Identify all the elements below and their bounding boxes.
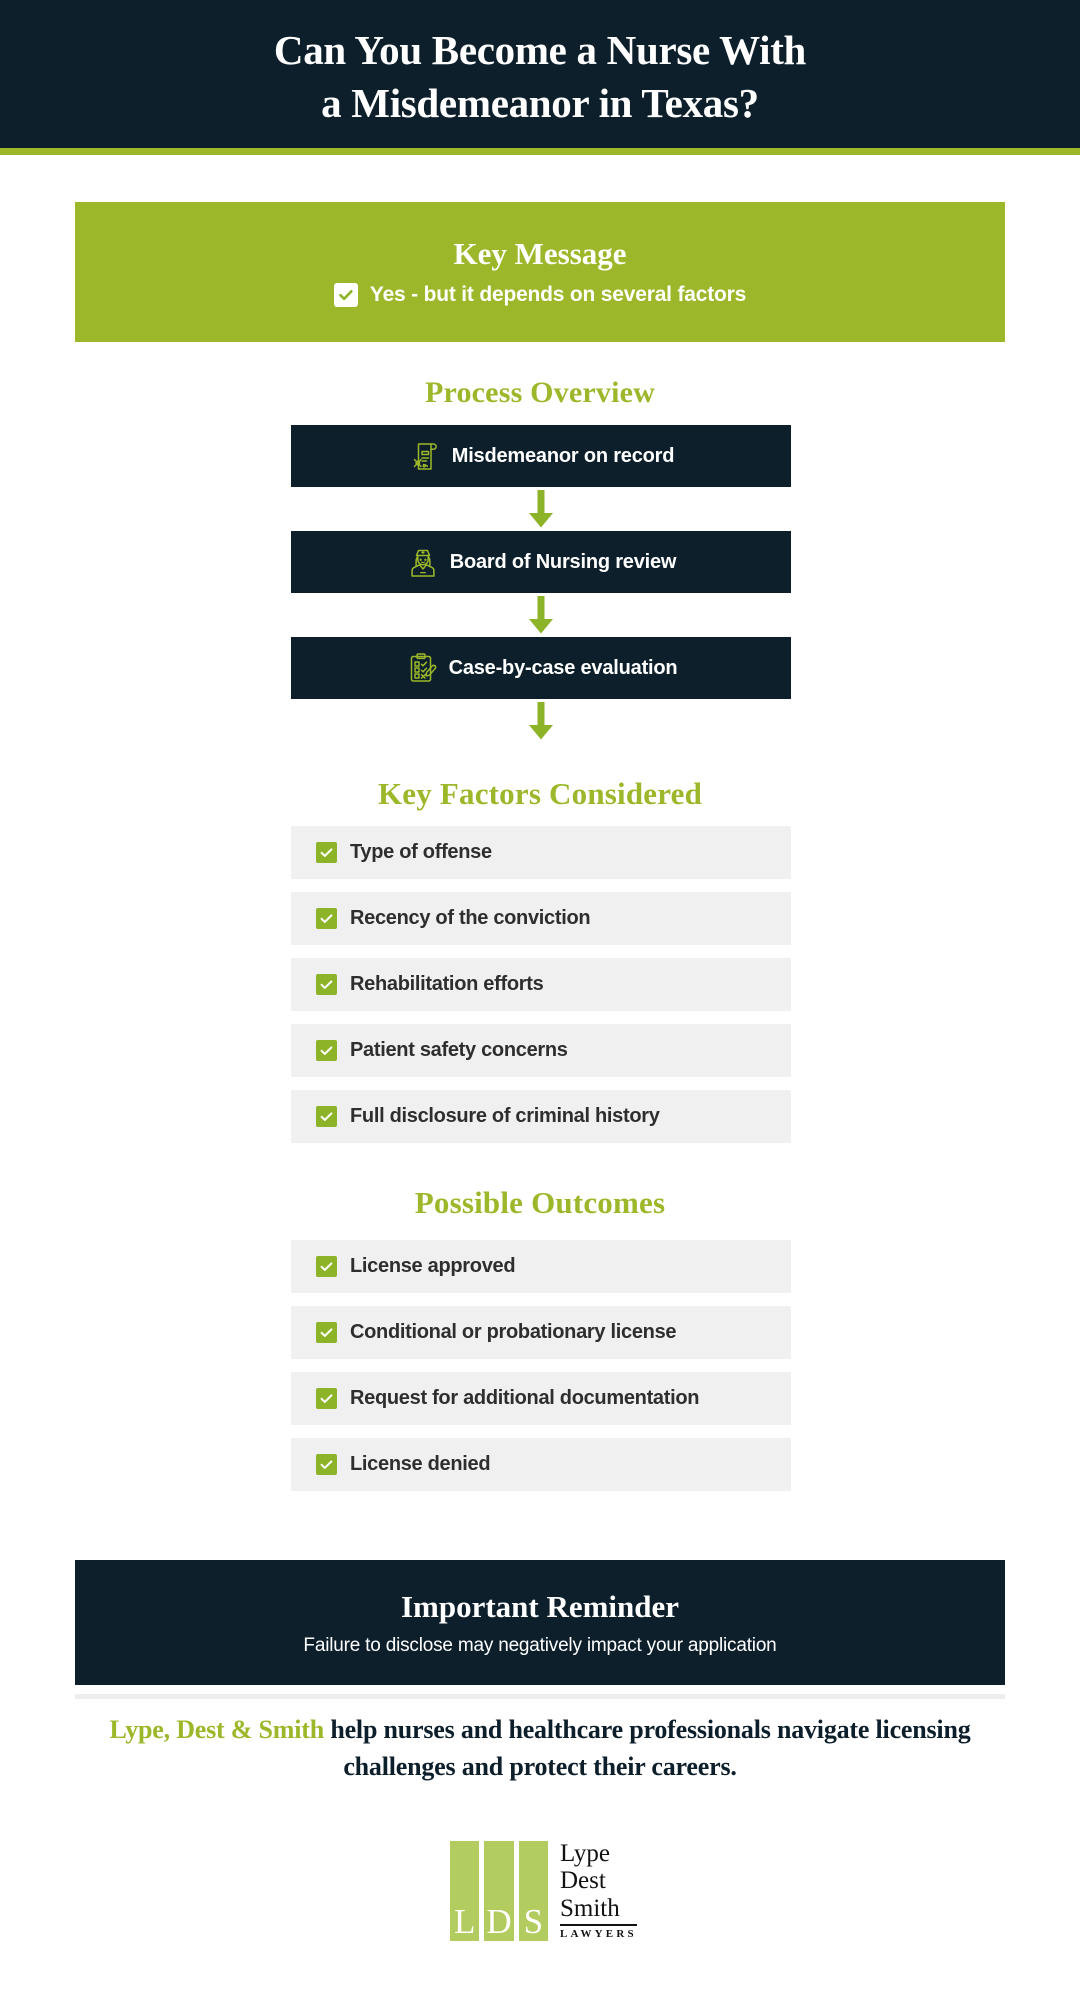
list-item-label: Rehabilitation efforts xyxy=(350,973,544,995)
list-item xyxy=(291,1438,791,1491)
firm-name: Lype, Dest & Smith xyxy=(109,1715,325,1744)
list-item-label: Recency of the conviction xyxy=(350,907,591,929)
page-title-line-1: Can You Become a Nurse With xyxy=(273,26,807,73)
key-message-row xyxy=(334,283,746,307)
list-item-label: Patient safety concerns xyxy=(350,1039,568,1061)
header-banner xyxy=(0,0,1080,148)
logo-bar-s xyxy=(519,1841,548,1941)
list-item xyxy=(291,958,791,1011)
key-message-title: Key Message xyxy=(453,235,627,271)
process-step-3 xyxy=(291,637,791,699)
list-item xyxy=(291,1306,791,1359)
logo-word-dest: Dest xyxy=(560,1867,606,1895)
logo-letter-s: S xyxy=(523,1901,544,1941)
check-icon xyxy=(316,1106,337,1127)
process-flow xyxy=(291,425,791,743)
clipboard-checklist-icon xyxy=(405,651,439,685)
important-reminder-title: Important Reminder xyxy=(400,1588,680,1624)
key-factors-heading: Key Factors Considered xyxy=(377,776,703,811)
arrow-down-icon xyxy=(291,487,791,531)
list-item xyxy=(291,1090,791,1143)
list-item-label: Full disclosure of criminal history xyxy=(350,1105,660,1127)
process-step-1-label: Misdemeanor on record xyxy=(451,444,675,467)
page-title-line-2: a Misdemeanor in Texas? xyxy=(321,80,759,126)
process-step-2-label: Board of Nursing review xyxy=(449,550,677,573)
list-item xyxy=(291,1240,791,1293)
list-item-label: License denied xyxy=(350,1453,491,1475)
logo-bar-l xyxy=(450,1841,479,1941)
check-icon xyxy=(316,1256,337,1277)
process-overview-heading: Process Overview xyxy=(424,376,656,409)
nurse-icon xyxy=(406,545,440,579)
check-icon xyxy=(316,1322,337,1343)
important-reminder-card xyxy=(75,1560,1005,1685)
check-icon xyxy=(316,908,337,929)
process-step-3-label: Case-by-case evaluation xyxy=(448,656,678,679)
key-factors-list xyxy=(291,826,791,1156)
possible-outcomes-list xyxy=(291,1240,791,1504)
arrow-down-icon-2 xyxy=(291,593,791,637)
important-reminder-text: Failure to disclose may negatively impact your application xyxy=(303,1634,777,1656)
header-accent-rule xyxy=(0,148,1080,155)
lds-lawyers-logo xyxy=(450,1840,637,1941)
list-item xyxy=(291,1372,791,1425)
list-item-label: Conditional or probationary license xyxy=(350,1321,677,1343)
list-item xyxy=(291,892,791,945)
logo-word-lype: Lype xyxy=(560,1840,610,1867)
check-icon xyxy=(316,1454,337,1475)
check-icon xyxy=(316,974,337,995)
logo-tagline: LAWYERS xyxy=(560,1927,637,1940)
logo-letter-d: D xyxy=(486,1901,512,1941)
footer-text-rest: help nurses and healthcare professionals navigate licensing challenges and protect their careers. xyxy=(324,1715,971,1781)
logo-bar-d xyxy=(484,1841,513,1941)
check-icon xyxy=(316,1040,337,1061)
logo-bars xyxy=(450,1841,548,1941)
key-message-card xyxy=(75,202,1005,342)
logo-word-smith: Smith xyxy=(560,1894,620,1922)
process-step-2 xyxy=(291,531,791,593)
process-step-1 xyxy=(291,425,791,487)
list-item xyxy=(291,1024,791,1077)
list-item xyxy=(291,826,791,879)
logo-wordmark xyxy=(560,1840,637,1941)
list-item-label: Type of offense xyxy=(350,841,492,863)
logo-divider xyxy=(560,1924,637,1926)
page-title xyxy=(274,24,806,131)
document-scroll-icon xyxy=(408,439,442,473)
footer-statement xyxy=(90,1712,990,1786)
key-message-statement: Yes - but it depends on several factors xyxy=(369,283,747,307)
check-icon xyxy=(316,1388,337,1409)
check-icon xyxy=(334,283,358,307)
footer-text xyxy=(90,1712,990,1786)
reminder-divider xyxy=(75,1694,1005,1699)
check-icon xyxy=(316,842,337,863)
arrow-down-icon-3 xyxy=(291,699,791,743)
logo-letter-l: L xyxy=(453,1901,476,1941)
possible-outcomes-heading: Possible Outcomes xyxy=(414,1185,666,1220)
list-item-label: Request for additional documentation xyxy=(350,1387,700,1409)
list-item-label: License approved xyxy=(350,1255,516,1277)
